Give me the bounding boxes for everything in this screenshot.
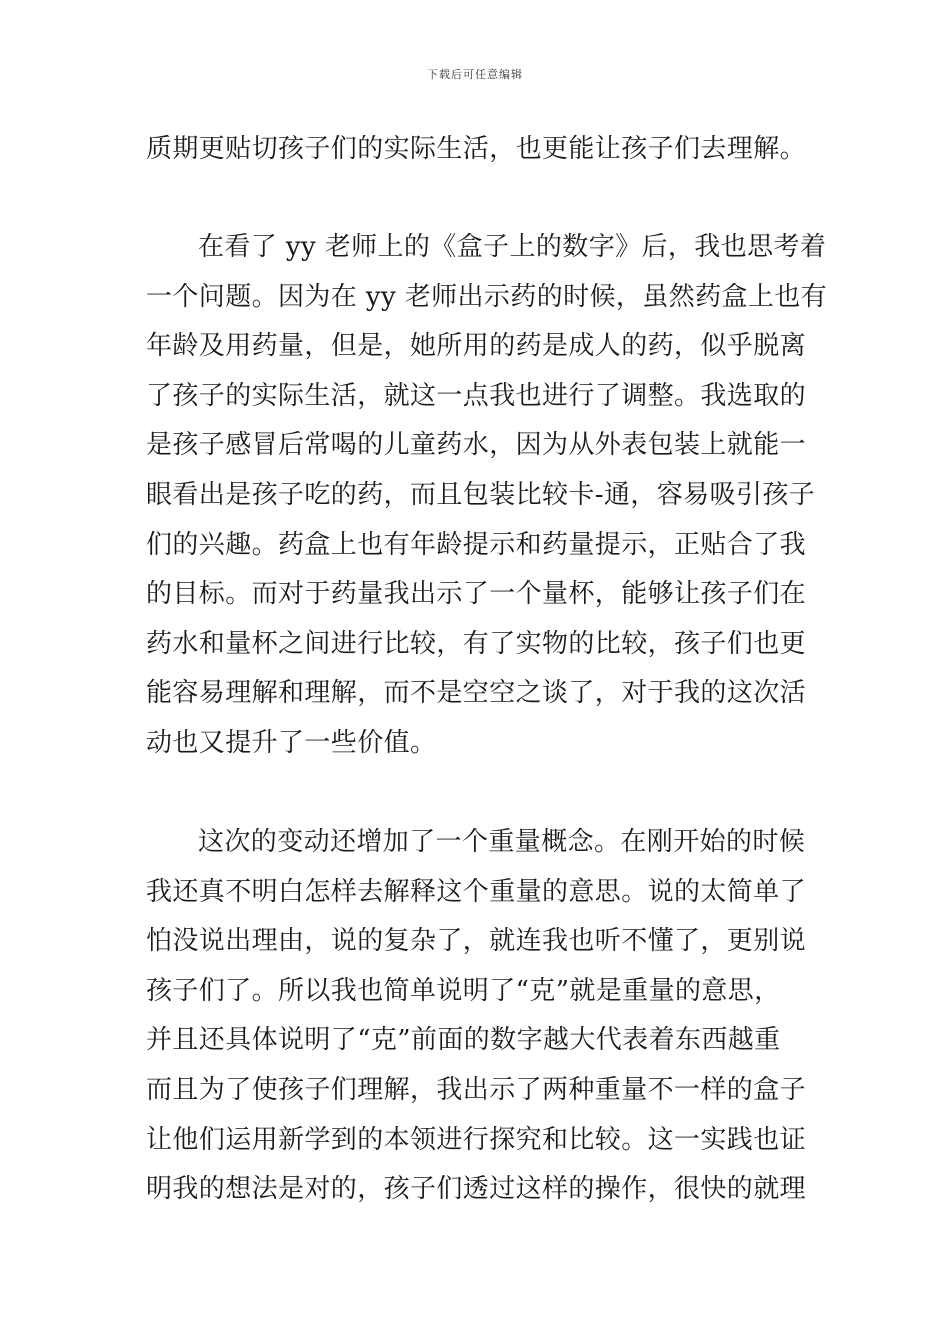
text-line: 我还真不明白怎样去解释这个重量的意思。说的太简单了 [146, 877, 807, 907]
text-line: 能容易理解和理解，而不是空空之谈了，对于我的这次活 [146, 678, 807, 708]
text-line: 质期更贴切孩子们的实际生活，也更能让孩子们去理解。 [146, 134, 807, 164]
text-line: 动也又提升了一些价值。 [146, 728, 437, 758]
text-line: 的目标。而对于药量我出示了一个量杯，能够让孩子们在 [146, 579, 807, 609]
text-line: 了孩子的实际生活，就这一点我也进行了调整。我选取的 [146, 381, 807, 411]
text-line: 们的兴趣。药盒上也有年龄提示和药量提示，正贴合了我 [146, 530, 807, 560]
text-line: 药水和量杯之间进行比较，有了实物的比较，孩子们也更 [146, 629, 807, 659]
page-header: 下载后可任意编辑 [427, 68, 523, 81]
text-line: 年龄及用药量，但是，她所用的药是成人的药，似乎脱离 [146, 331, 807, 361]
text-line: 而且为了使孩子们理解，我出示了两种重量不一样的盒子 [146, 1075, 807, 1105]
text-line: 并且还具体说明了“克”前面的数字越大代表着东西越重 [146, 1025, 781, 1055]
paragraph-start-line: 这次的变动还增加了一个重量概念。在刚开始的时候 [198, 827, 806, 857]
text-line: 怕没说出理由，说的复杂了，就连我也听不懂了，更别说 [146, 926, 807, 956]
text-line: 一个问题。因为在 yy 老师出示药的时候，虽然药盒上也有 [146, 282, 828, 312]
text-line: 是孩子感冒后常喝的儿童药水，因为从外表包装上就能一 [146, 430, 807, 460]
text-line: 孩子们了。所以我也简单说明了“克”就是重量的意思， [146, 976, 781, 1006]
text-line: 让他们运用新学到的本领进行探究和比较。这一实践也证 [146, 1125, 807, 1155]
paragraph-start-line: 在看了 yy 老师上的《盒子上的数字》后，我也思考着 [198, 232, 827, 262]
text-line: 眼看出是孩子吃的药，而且包装比较卡-通，容易吸引孩子 [146, 480, 816, 510]
text-line: 明我的想法是对的，孩子们透过这样的操作，很快的就理 [146, 1174, 807, 1204]
